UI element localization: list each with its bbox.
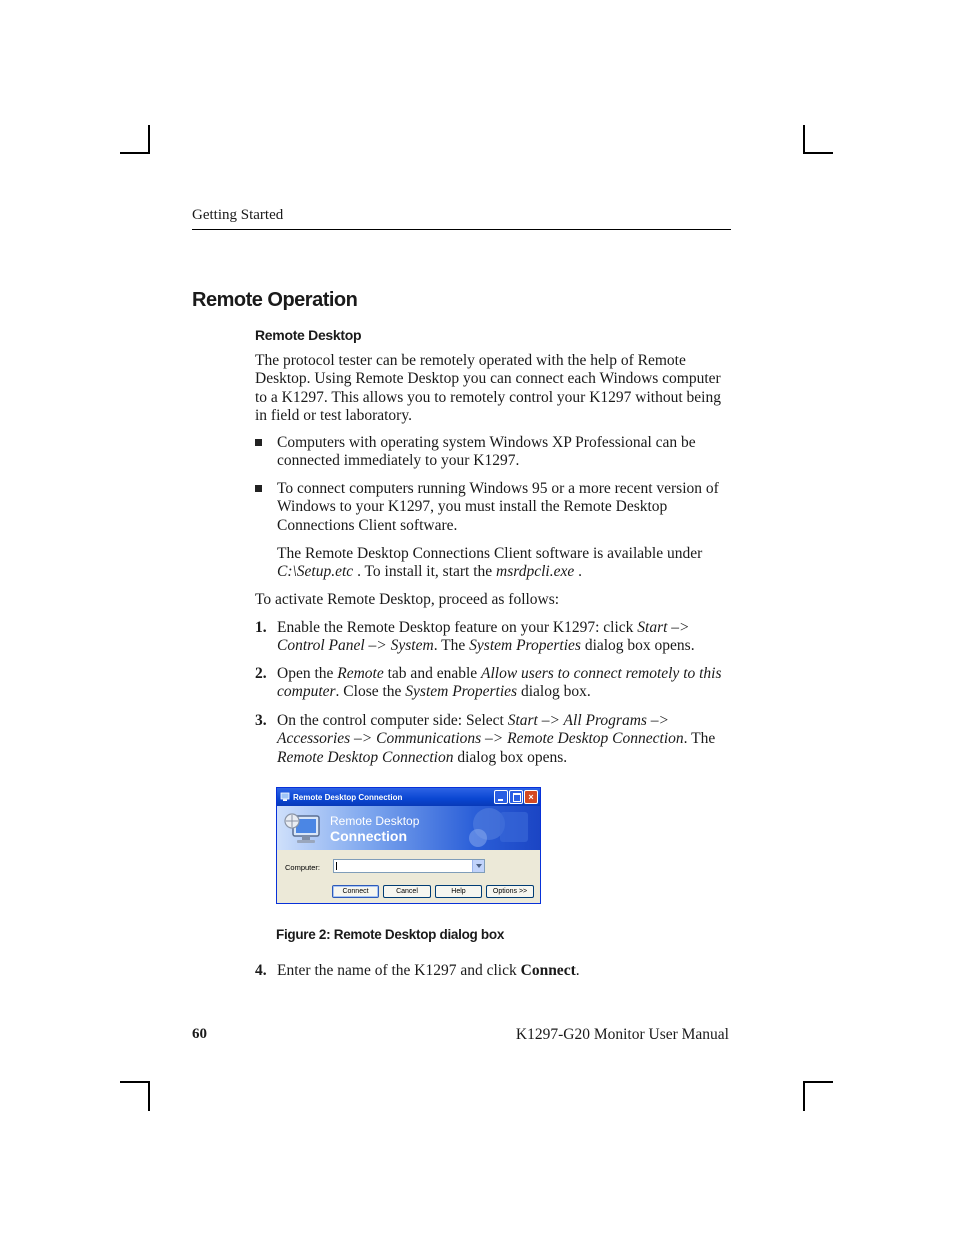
close-button[interactable] <box>524 790 538 804</box>
tab-name: Remote <box>337 665 384 682</box>
options-button[interactable]: Options >> <box>486 885 534 898</box>
list-item <box>255 434 733 471</box>
bullet-text: Computers with operating system Windows XP Professional can be connected immediately to your K1297. <box>277 434 696 470</box>
text-caret <box>336 862 337 870</box>
maximize-icon <box>513 793 521 802</box>
note-prefix: The Remote Desktop Connections Client software is available under <box>277 545 703 562</box>
step-text: . The <box>433 637 466 655</box>
close-icon: × <box>528 792 534 802</box>
step-text: tab and enable <box>387 665 478 682</box>
computer-combobox[interactable] <box>333 859 485 873</box>
minimize-button[interactable] <box>494 790 508 804</box>
crop-mark <box>120 1081 150 1083</box>
step-2 <box>255 665 733 702</box>
step-text: . The <box>683 730 716 748</box>
minimize-icon <box>498 799 503 801</box>
step-text: dialog box. <box>520 683 591 701</box>
banner-decoration <box>464 806 534 850</box>
figure-caption: Figure 2: Remote Desktop dialog box <box>276 927 505 942</box>
step-1 <box>255 619 733 656</box>
button-reference: Connect <box>520 962 576 979</box>
note-middle: . To install it, start the <box>357 563 493 581</box>
menu-path: Start –> All Programs –> Accessories –> Communications –> Remote Desktop Connection <box>277 712 684 748</box>
crop-mark <box>120 152 150 154</box>
note-suffix: . <box>578 563 582 581</box>
dialog-name: Remote Desktop Connection <box>277 748 454 766</box>
running-head: Getting Started <box>192 207 731 230</box>
intro-paragraph: The protocol tester can be remotely operated with the help of Remote Desktop. Using Remote Desktop you can connect each Windows computer to a K1297. This allows you to remotely control your K1297 without being in field or test laboratory. <box>255 352 721 424</box>
bullet-square-icon <box>255 485 262 492</box>
connect-button[interactable]: Connect <box>332 885 379 898</box>
dialog-banner <box>277 806 540 850</box>
page-number: 60 <box>192 1026 207 1042</box>
step-number: 2. <box>255 665 267 682</box>
bullet-list <box>255 480 733 535</box>
installer-file: msrdpcli.exe <box>496 563 575 581</box>
manual-title: K1297-G20 Monitor User Manual <box>515 1026 729 1043</box>
step-text: Enter the name of the K1297 and click <box>277 962 517 979</box>
dialog-title: Remote Desktop Connection <box>293 792 403 802</box>
step-text: dialog box opens. <box>457 748 568 766</box>
step-text: dialog box opens. <box>584 637 695 655</box>
step-4 <box>255 962 733 980</box>
crop-mark <box>803 152 833 154</box>
bullet-list <box>255 434 733 471</box>
computer-label: Computer: <box>285 863 321 872</box>
step-text: Open the <box>277 665 334 682</box>
client-note <box>255 545 733 582</box>
step-text: . <box>575 962 580 979</box>
step-number: 3. <box>255 712 267 729</box>
step-text: . Close the <box>335 683 402 701</box>
step-number: 4. <box>255 962 267 979</box>
remote-desktop-dialog <box>276 787 541 904</box>
step-number: 1. <box>255 619 267 636</box>
menu-path: Start –> Control Panel –> System <box>277 619 690 655</box>
banner-line1: Remote Desktop <box>330 814 420 828</box>
option-name: Allow users to connect remotely to this computer <box>277 665 722 701</box>
step-text: On the control computer side: Select <box>277 712 504 729</box>
cancel-button[interactable]: Cancel <box>383 885 431 898</box>
maximize-button[interactable] <box>509 790 523 804</box>
dialog-titlebar <box>277 788 540 806</box>
window-controls <box>494 790 538 804</box>
dialog-body <box>277 850 540 903</box>
step-text: Enable the Remote Desktop feature on your K1297: click <box>277 619 634 636</box>
step-3 <box>255 712 733 767</box>
steps-intro-block <box>255 591 733 609</box>
crop-mark <box>148 125 150 154</box>
steps-intro: To activate Remote Desktop, proceed as follows: <box>255 591 560 608</box>
crop-mark <box>803 125 805 154</box>
bullet-text: To connect computers running Windows 95 or a more recent version of Windows to your K1297, you must install the Remote Desktop Connections Client software. <box>277 480 719 534</box>
banner-line2: Connection <box>330 828 407 844</box>
subsection-title: Remote Desktop <box>255 327 362 343</box>
dialog-name: System Properties <box>405 683 518 701</box>
chevron-down-icon[interactable] <box>472 860 484 872</box>
setup-path: C:\Setup.etc <box>277 563 354 581</box>
help-button[interactable]: Help <box>435 885 482 898</box>
dialog-name: System Properties <box>469 637 581 655</box>
crop-mark <box>148 1081 150 1111</box>
list-item <box>255 480 733 535</box>
crop-mark <box>803 1081 805 1111</box>
crop-mark <box>803 1081 833 1083</box>
monitor-icon <box>283 810 323 846</box>
section-title: Remote Operation <box>192 289 358 311</box>
remote-desktop-app-icon <box>280 792 290 802</box>
bullet-square-icon <box>255 439 262 446</box>
intro-block <box>255 352 733 425</box>
